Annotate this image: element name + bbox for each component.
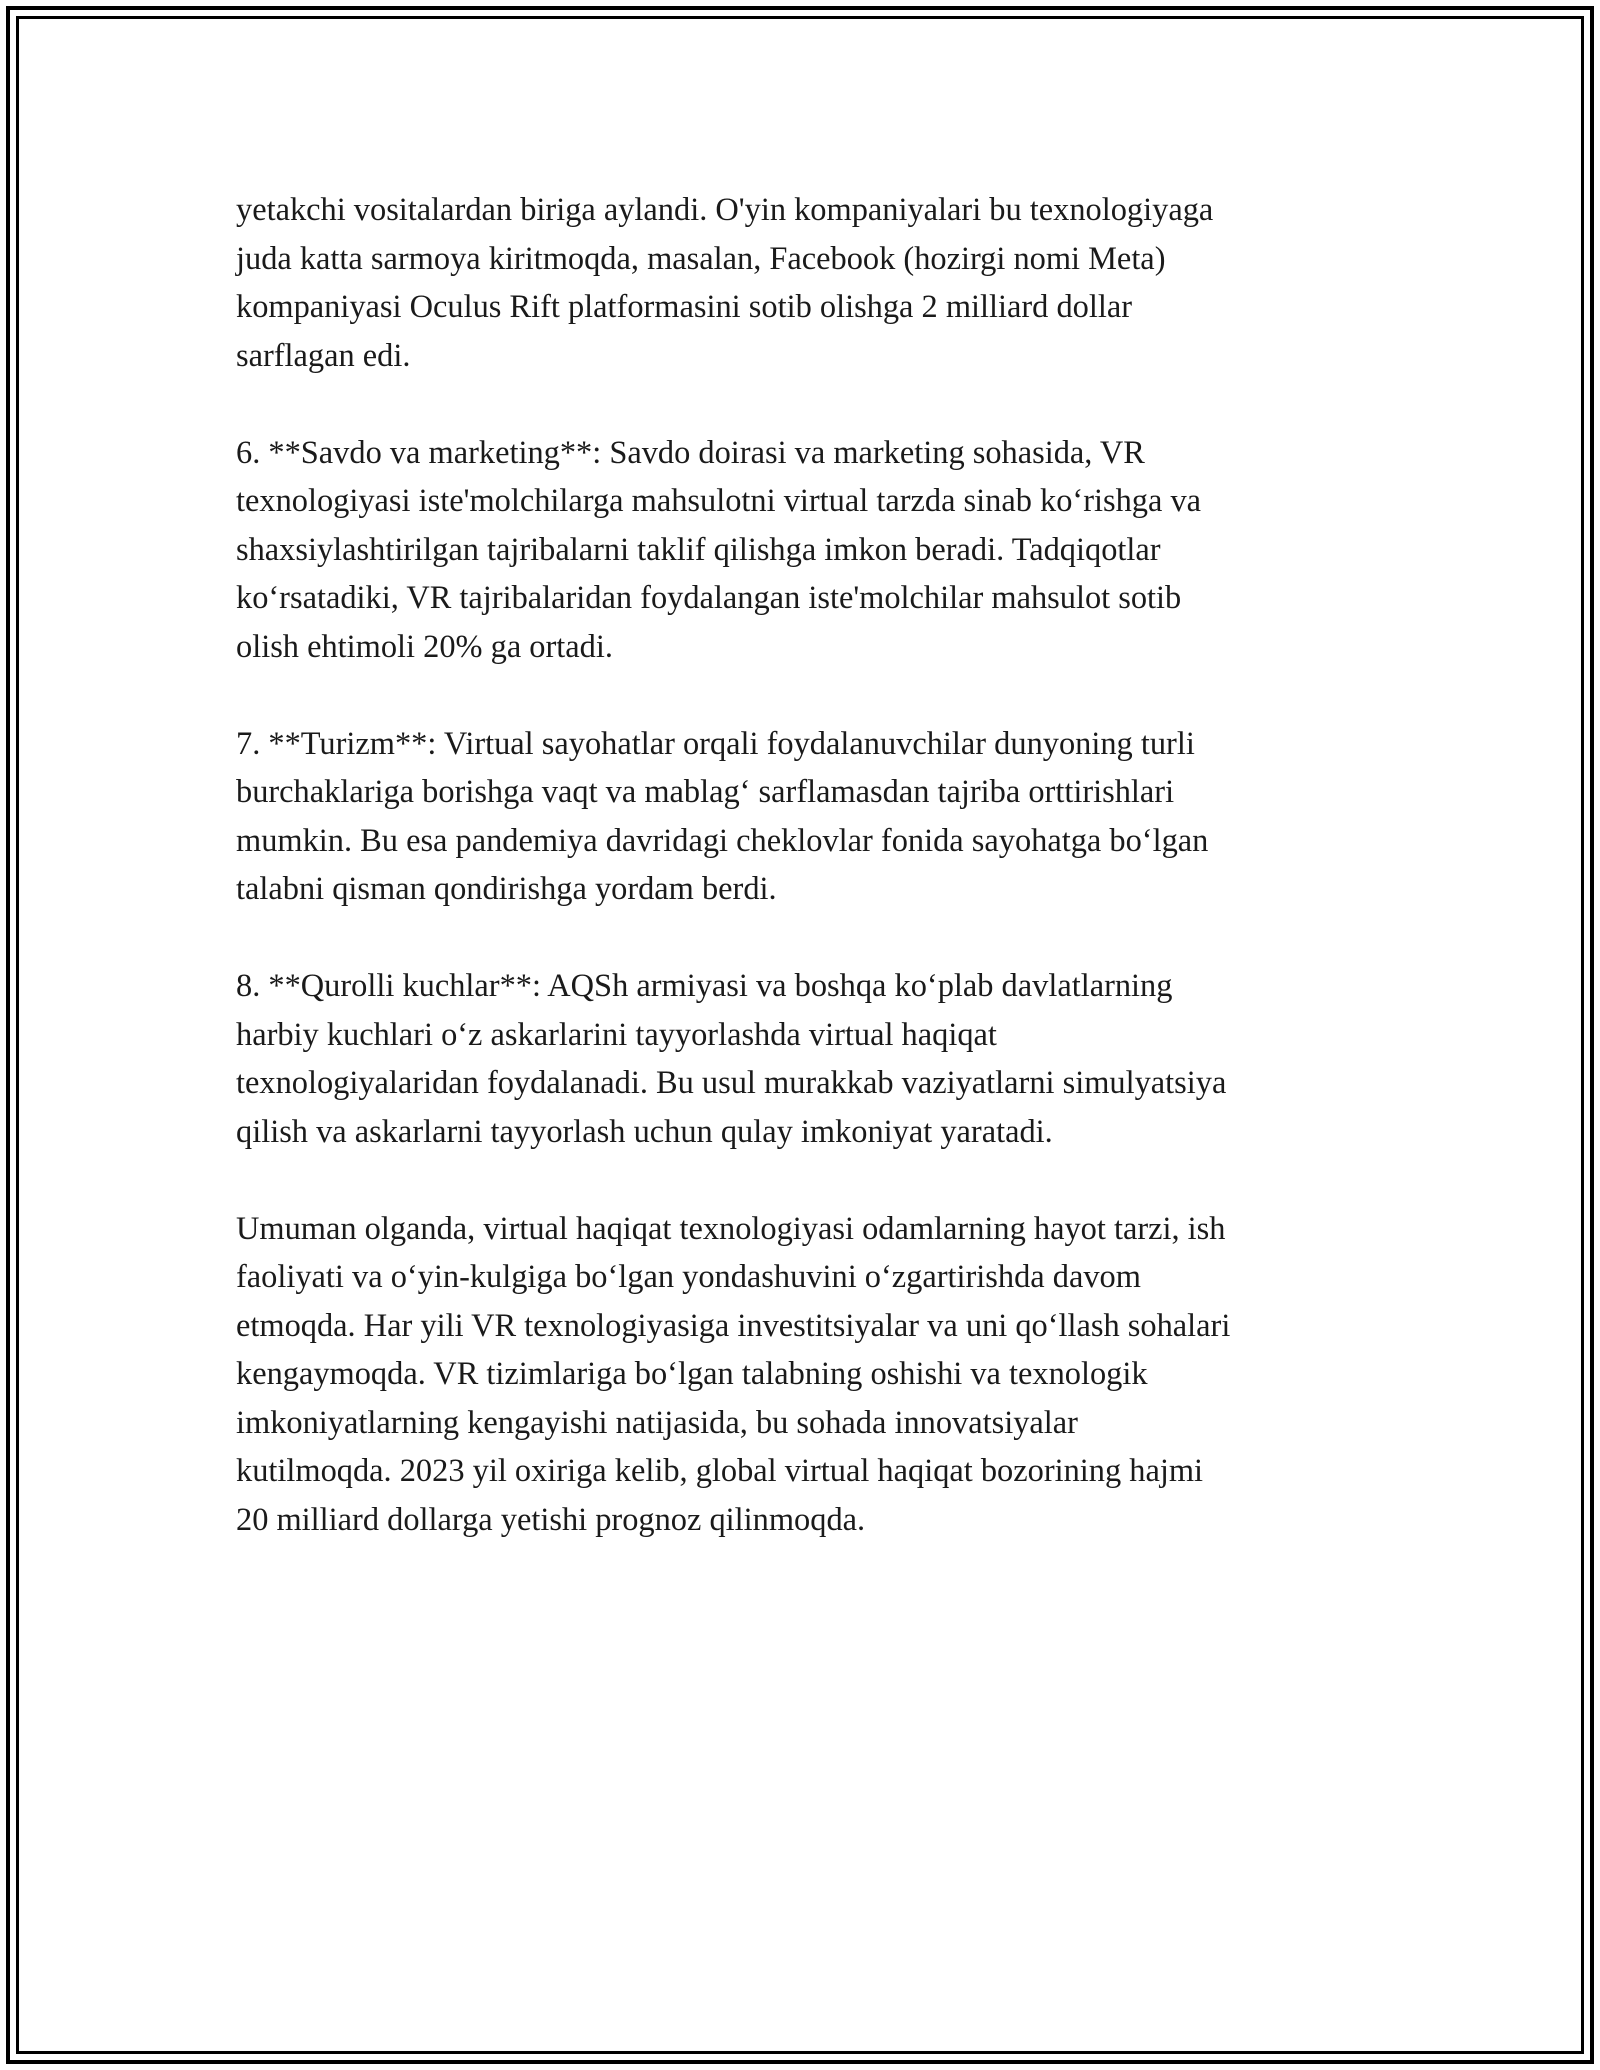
text-line: kengaymoqda. VR tizimlariga boʻlgan talabning oshishi va texnologik — [236, 1356, 1148, 1392]
text-line: imkoniyatlarning kengayishi natijasida, bu sohada innovatsiyalar — [236, 1404, 1078, 1441]
text-line: texnologiyasi iste'molchilarga mahsulotni virtual tarzda sinab koʻrishga va — [236, 483, 1202, 519]
paragraph-tourism — [236, 720, 1366, 914]
text-line: 8. **Qurolli kuchlar**: AQSh armiyasi va boshqa koʻplab davlatlarning — [236, 968, 1173, 1004]
text-line: koʻrsatadiki, VR tajribalaridan foydalangan iste'molchilar mahsulot sotib — [236, 580, 1182, 616]
text-line: juda katta sarmoya kiritmoqda, masalan, Facebook (hozirgi nomi Meta) — [236, 240, 1166, 277]
text-line: harbiy kuchlari oʻz askarlarini tayyorlashda virtual haqiqat — [236, 1016, 997, 1053]
text-line: mumkin. Bu esa pandemiya davridagi cheklovlar fonida sayohatga boʻlgan — [236, 822, 1209, 859]
text-line: yetakchi vositalardan biriga aylandi. O'yin kompaniyalari bu texnologiyaga — [236, 192, 1214, 228]
document-body — [236, 186, 1366, 1593]
text-line: texnologiyalaridan foydalanadi. Bu usul murakkab vaziyatlarni simulyatsiya — [236, 1065, 1227, 1101]
text-line: kutilmoqda. 2023 yil oxiriga kelib, global virtual haqiqat bozorining hajmi — [236, 1453, 1204, 1489]
text-line: qilish va askarlarni tayyorlash uchun qulay imkoniyat yaratadi. — [236, 1113, 1053, 1150]
text-line: faoliyati va oʻyin-kulgiga boʻlgan yondashuvini oʻzgartirishda davom — [236, 1259, 1141, 1295]
text-line: talabni qisman qondirishga yordam berdi. — [236, 871, 777, 907]
text-line: olish ehtimoli 20% ga ortadi. — [236, 628, 613, 665]
paragraph-gaming-investment — [236, 186, 1366, 380]
text-line: shaxsiylashtirilgan tajribalarni taklif qilishga imkon beradi. Tadqiqotlar — [236, 531, 1161, 568]
text-line: Umuman olganda, virtual haqiqat texnologiyasi odamlarning hayot tarzi, ish — [236, 1210, 1226, 1247]
text-line: kompaniyasi Oculus Rift platformasini sotib olishga 2 milliard dollar — [236, 289, 1133, 325]
text-line: 7. **Turizm**: Virtual sayohatlar orqali foydalanuvchilar dunyoning turli — [236, 725, 1195, 762]
text-line: 20 milliard dollarga yetishi prognoz qilinmoqda. — [236, 1501, 866, 1538]
paragraph-sales-marketing — [236, 429, 1366, 672]
text-line: etmoqda. Har yili VR texnologiyasiga investitsiyalar va uni qoʻllash sohalari — [236, 1307, 1231, 1344]
text-line: burchaklariga borishga vaqt va mablagʻ sarflamasdan tajriba orttirishlari — [236, 774, 1175, 810]
paragraph-armed-forces — [236, 962, 1366, 1156]
text-line: 6. **Savdo va marketing**: Savdo doirasi va marketing sohasida, VR — [236, 434, 1145, 471]
paragraph-conclusion — [236, 1205, 1366, 1545]
text-line: sarflagan edi. — [236, 337, 411, 374]
